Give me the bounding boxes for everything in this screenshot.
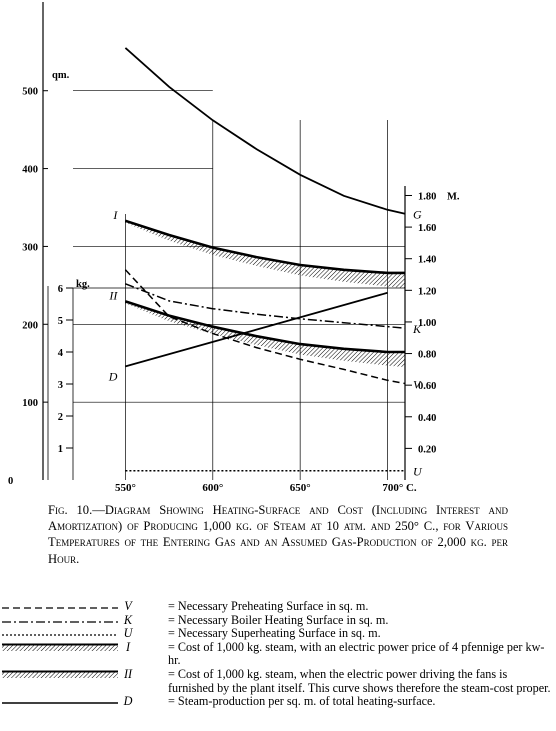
x-tick-label: 650° [289,482,311,494]
legend-swatch [2,670,118,680]
cost-tick-label: 1.00 [418,317,437,329]
production-tick-label: 5 [57,316,63,327]
legend-swatch [2,602,118,612]
cost-tick-label: 0.60 [418,381,437,393]
legend-symbol: V [124,599,132,613]
legend-text: = Necessary Preheating Surface in sq. m. [168,599,369,613]
legend-text: = Necessary Superheating Surface in sq. m. [168,626,381,641]
legend-swatch [2,643,118,653]
legend-symbol: K [123,612,133,627]
x-tick-label: 600° [202,482,224,494]
hatch-band-I [125,221,405,288]
caption-lead: Fig. 10.— [48,503,105,517]
legend-row [0,614,556,628]
surface-unit-label: qm. [52,70,70,81]
legend-symbol: D [123,694,133,709]
surface-tick-label: 100 [22,398,38,410]
cost-tick-label: 1.40 [418,254,437,266]
curve-label-G: G [413,207,422,222]
figure-caption [48,502,508,567]
surface-tick-label: 200 [22,320,38,332]
production-tick-label: 2 [57,412,63,423]
legend-text: = Steam-production per sq. m. of total heating-surface. [168,694,436,709]
x-tick-label: 550° [114,482,136,494]
legend-text: = Necessary Boiler Heating Surface in sq. m. [168,612,389,627]
legend-symbol: U [123,626,133,641]
legend-row [0,641,556,668]
curve-label-V: V [413,377,421,392]
cost-tick-label: 0.40 [418,412,437,424]
legend-row [0,668,556,695]
curve-G [125,48,405,214]
curve-label-K: K [413,322,422,337]
cost-tick-label: 0.80 [418,349,437,361]
curve-K [125,284,405,328]
cost-tick-label: 1.80 [418,191,437,203]
caption-text: Diagram Showing Heating-Surface and Cost (Including Interest and Amortization) of Producing 1,000 kg. of Steam at 10 atm. and 250° C., for Various Temperatures of the Entering Gas and an Assumed Gas-Production of 2,000 kg. per Hour. [48,503,508,566]
production-tick-label: 3 [57,380,63,391]
legend-swatch [2,629,118,639]
x-tick-label: 700° C. [382,482,417,494]
legend-symbol: II [123,666,133,681]
series-curves [125,48,405,471]
legend-row [0,600,556,614]
legend-text: = Cost of 1,000 kg. steam, when the electric power driving the fans is furnished by the plant itself. This curve shows therefore the steam-cost proper. [168,666,551,695]
cost-unit-label: M. [447,191,460,203]
legend-text: = Cost of 1,000 kg. steam, with an electric power price of 4 pfennige per kw-hr. [168,639,545,668]
legend-row [0,627,556,641]
legend-swatch [2,697,118,707]
axes [43,2,412,480]
curve-label-D: D [108,369,118,384]
surface-tick-label: 500 [22,86,38,98]
hatch-band-II [125,301,405,367]
production-tick-label: 6 [57,284,63,295]
cost-tick-label: 1.20 [418,286,437,298]
cost-tick-label: 0.20 [418,444,437,456]
surface-tick-label: 300 [22,242,38,254]
surface-tick-label: 400 [22,164,38,176]
curve-label-I: I [113,207,118,222]
legend [0,600,556,709]
curve-label-U: U [413,464,422,479]
gridlines [48,91,405,480]
legend-row [0,695,556,709]
production-tick-label: 4 [57,348,63,359]
production-unit-label: kg. [76,279,90,290]
cost-tick-label: 1.60 [418,223,437,235]
legend-symbol: I [125,639,131,654]
production-tick-label: 1 [57,444,63,455]
curve-label-II: II [109,288,118,303]
origin-label: 0 [8,476,14,487]
legend-swatch [2,616,118,626]
